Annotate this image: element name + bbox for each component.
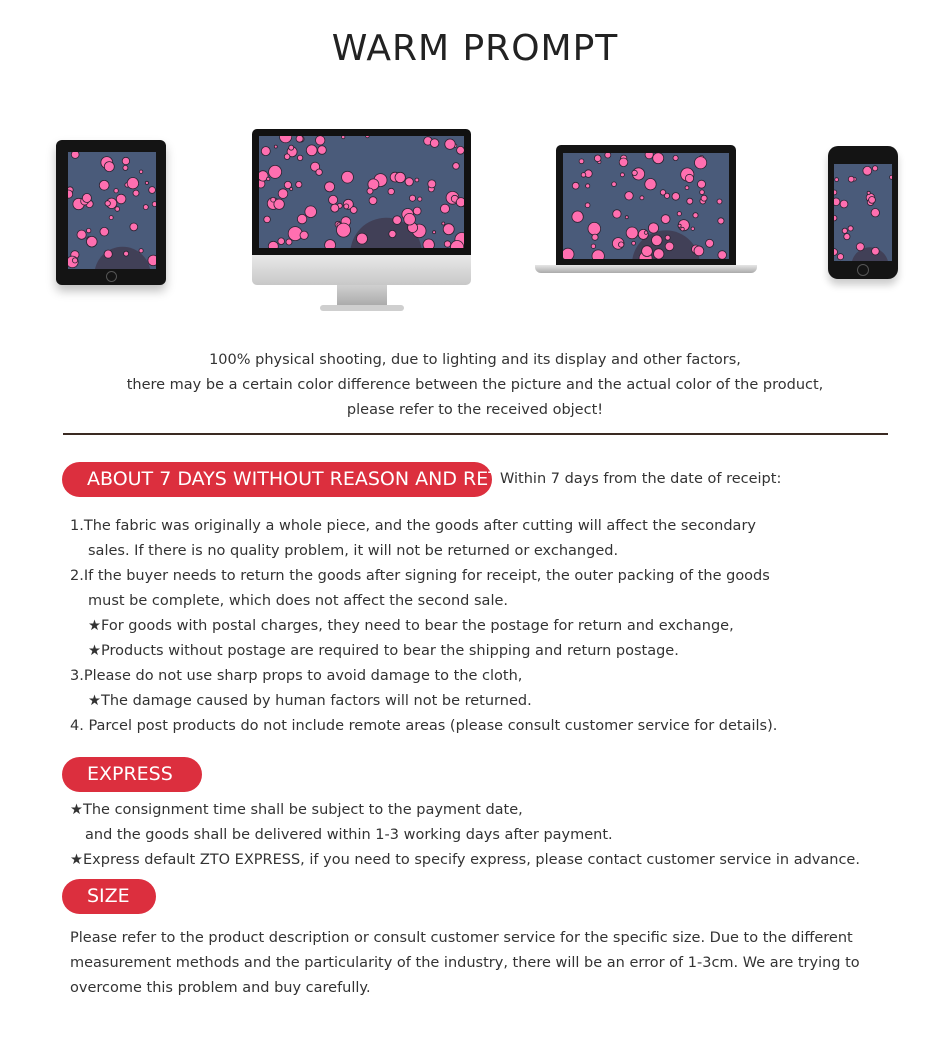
policy-line: 4. Parcel post products do not include remote areas (please consult customer service for details). [70, 718, 778, 734]
policy-line: must be complete, which does not affect the second sale. [88, 593, 508, 609]
notice-line: there may be a certain color difference between the picture and the actual color of the product, [126, 377, 824, 393]
monitor-screen [259, 136, 464, 248]
phone-home-button-icon [857, 264, 869, 276]
laptop-screen [563, 153, 729, 259]
phone-screen [834, 164, 892, 261]
return-policy-note: Within 7 days from the date of receipt: [500, 471, 782, 487]
express-line: ★The consignment time shall be subject to the payment date, [70, 802, 523, 818]
page-title: WARM PROMPT [331, 28, 619, 69]
size-description: Please refer to the product description or consult customer service for the specific size. Due to the different measurement methods and the particularity of the industry, there will be an error of 1-3cm. We are trying to overcome this problem and buy carefully. [70, 930, 860, 996]
return-policy-list [70, 514, 777, 739]
policy-line: ★The damage caused by human factors will not be returned. [88, 693, 532, 709]
express-list [70, 798, 860, 873]
return-policy-badge: ABOUT 7 DAYS WITHOUT REASON AND RETURN [62, 462, 492, 497]
desktop-monitor-image [252, 129, 471, 314]
laptop-image [535, 145, 757, 280]
policy-line: 2.If the buyer needs to return the goods after signing for receipt, the outer packing of the goods [70, 568, 770, 584]
color-difference-notice [0, 348, 950, 423]
policy-line: 1.The fabric was originally a whole piece, and the goods after cutting will affect the secondary [70, 518, 756, 534]
express-line: ★Express default ZTO EXPRESS, if you need to specify express, please contact customer service in advance. [70, 852, 860, 868]
smartphone-image [828, 146, 898, 279]
policy-line: ★Products without postage are required to bear the shipping and return postage. [88, 643, 679, 659]
express-line: and the goods shall be delivered within 1-3 working days after payment. [85, 827, 613, 843]
home-button-icon [106, 271, 117, 282]
notice-line: please refer to the received object! [346, 402, 604, 418]
tablet-image [56, 140, 166, 285]
tablet-screen [68, 152, 156, 269]
policy-line: 3.Please do not use sharp props to avoid damage to the cloth, [70, 668, 523, 684]
policy-line: sales. If there is no quality problem, it will not be returned or exchanged. [88, 543, 619, 559]
device-showcase [0, 120, 950, 330]
notice-line: 100% physical shooting, due to lighting and its display and other factors, [209, 352, 741, 368]
express-badge: EXPRESS [62, 757, 202, 792]
section-divider [63, 433, 888, 435]
policy-line: ★For goods with postal charges, they need to bear the postage for return and exchange, [88, 618, 734, 634]
size-badge: SIZE [62, 879, 156, 914]
